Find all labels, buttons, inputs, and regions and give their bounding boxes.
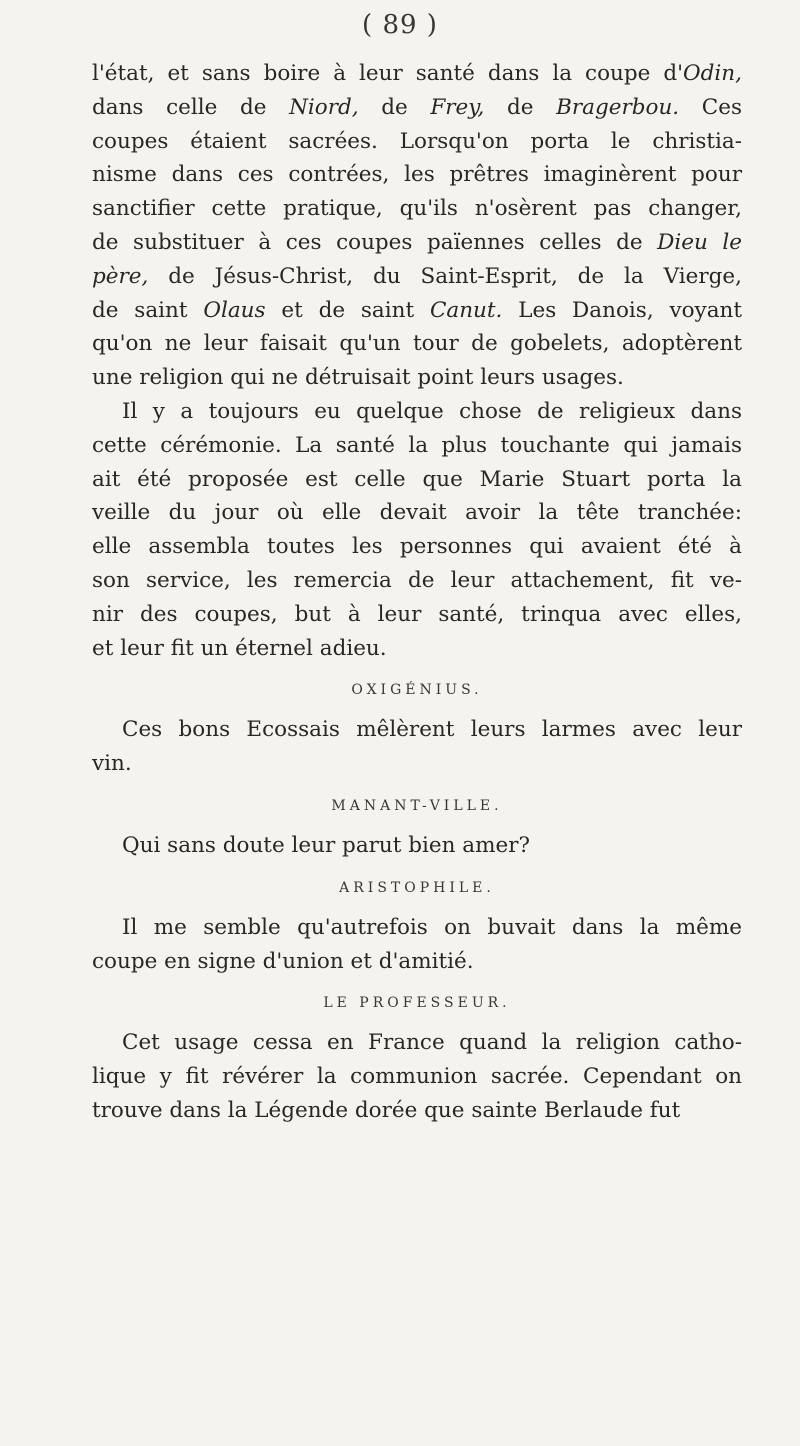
text-line bbox=[92, 91, 742, 125]
text-run: sanctifier cette pratique, qu'ils n'osèrent pas changer, bbox=[92, 196, 742, 222]
text-run: lique y fit révérer la communion sacrée. Cependant on bbox=[92, 1064, 742, 1090]
text-run: Il me semble qu'autrefois on buvait dans la même bbox=[122, 914, 742, 940]
italic-run: Dieu le bbox=[657, 229, 743, 255]
text-run: Ces bbox=[679, 94, 742, 120]
text-line bbox=[92, 1026, 742, 1060]
text-line bbox=[92, 429, 742, 463]
text-run: Qui sans doute leur parut bien amer? bbox=[122, 832, 531, 858]
text-line bbox=[92, 1060, 742, 1094]
text-line bbox=[92, 57, 742, 91]
paragraph bbox=[92, 57, 742, 395]
text-run: et de saint bbox=[265, 297, 430, 323]
text-line bbox=[92, 1094, 742, 1128]
text-line bbox=[92, 632, 742, 666]
italic-run: Niord, bbox=[289, 94, 359, 120]
text-line bbox=[92, 226, 742, 260]
italic-run: Canut. bbox=[429, 297, 503, 323]
body-text bbox=[92, 57, 742, 1128]
text-run: et leur fit un éternel adieu. bbox=[92, 635, 387, 661]
text-run: Ces bons Ecossais mêlèrent leurs larmes avec leur bbox=[122, 717, 742, 743]
paragraph bbox=[92, 713, 742, 781]
text-run: Cet usage cessa en France quand la religion catho- bbox=[122, 1030, 742, 1056]
text-run: de saint bbox=[92, 297, 204, 323]
text-line bbox=[92, 829, 742, 863]
text-run: coupes étaient sacrées. Lorsqu'on porta le christia- bbox=[92, 128, 742, 154]
text-run: coupe en signe d'union et d'amitié. bbox=[92, 948, 474, 974]
text-line bbox=[92, 192, 742, 226]
text-line bbox=[92, 395, 742, 429]
text-line bbox=[92, 530, 742, 564]
italic-run: Bragerbou. bbox=[556, 94, 680, 120]
text-run: l'état, et sans boire à leur santé dans la coupe d' bbox=[92, 61, 684, 86]
text-line bbox=[92, 747, 742, 781]
text-line bbox=[92, 945, 742, 979]
text-line bbox=[92, 158, 742, 192]
text-run: de bbox=[358, 94, 431, 120]
italic-run: Frey, bbox=[430, 94, 485, 120]
page-number: ( 89 ) bbox=[362, 10, 438, 40]
text-line bbox=[92, 327, 742, 361]
text-run: elle assembla toutes les personnes qui avaient été à bbox=[92, 534, 742, 560]
text-line bbox=[92, 260, 742, 294]
text-run: Il y a toujours eu quelque chose de religieux dans bbox=[122, 398, 742, 424]
text-line bbox=[92, 361, 742, 395]
paragraph bbox=[92, 395, 742, 665]
paragraph bbox=[92, 911, 742, 979]
text-line bbox=[92, 496, 742, 530]
text-line bbox=[92, 564, 742, 598]
text-run: Les Danois, voyant bbox=[502, 297, 743, 323]
text-run: de bbox=[484, 94, 557, 120]
speaker-heading: OXIGÉNIUS. bbox=[351, 682, 483, 699]
text-run: son service, les remercia de leur attachement, fit ve- bbox=[92, 567, 742, 593]
paragraph bbox=[92, 1026, 742, 1127]
italic-run: père, bbox=[92, 263, 149, 289]
text-run: de Jésus-Christ, du Saint-Esprit, de la Vierge, bbox=[148, 263, 742, 289]
text-run: dans celle de bbox=[92, 94, 290, 120]
text-line bbox=[92, 598, 742, 632]
speaker-heading: MANANT-VILLE. bbox=[331, 797, 503, 814]
text-run: nisme dans ces contrées, les prêtres imaginèrent pour bbox=[92, 162, 742, 188]
text-run: nir des coupes, but à leur santé, trinqua avec elles, bbox=[92, 601, 742, 627]
text-run: cette cérémonie. La santé la plus touchante qui jamais bbox=[92, 432, 742, 458]
text-run: vin. bbox=[92, 751, 132, 777]
italic-run: Olaus bbox=[203, 297, 266, 323]
text-run: une religion qui ne détruisait point leurs usages. bbox=[92, 365, 624, 391]
speaker-heading: LE PROFESSEUR. bbox=[323, 995, 511, 1012]
text-run: de substituer à ces coupes païennes celles de bbox=[92, 229, 658, 255]
text-line bbox=[92, 125, 742, 159]
text-line bbox=[92, 463, 742, 497]
text-line bbox=[92, 294, 742, 328]
text-line bbox=[92, 713, 742, 747]
text-run: trouve dans la Légende dorée que sainte Berlaude fut bbox=[92, 1097, 681, 1123]
speaker-heading: ARISTOPHILE. bbox=[339, 879, 495, 896]
text-run: ait été proposée est celle que Marie Stuart porta la bbox=[92, 466, 742, 492]
text-line bbox=[92, 911, 742, 945]
text-run: veille du jour où elle devait avoir la tête tranchée: bbox=[92, 500, 742, 526]
paragraph bbox=[92, 829, 742, 863]
italic-run: Odin, bbox=[683, 61, 742, 86]
text-run: qu'on ne leur faisait qu'un tour de gobelets, adoptèrent bbox=[92, 331, 742, 357]
